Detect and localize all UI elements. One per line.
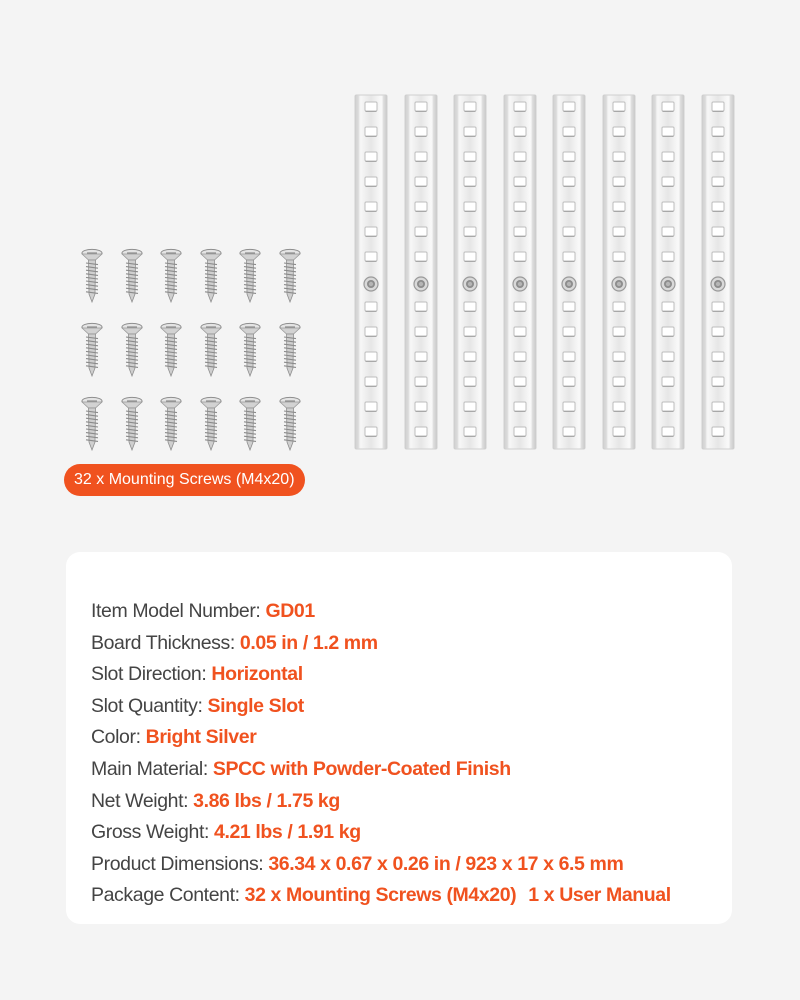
shelf-rail-set bbox=[350, 94, 750, 454]
screw bbox=[236, 322, 264, 378]
spec-value-secondary: 1 x User Manual bbox=[528, 884, 671, 907]
spec-value: 0.05 in / 1.2 mm bbox=[239, 631, 378, 654]
shelf-rail bbox=[404, 94, 438, 450]
shelf-rail bbox=[453, 94, 487, 450]
screw bbox=[236, 396, 264, 452]
screw bbox=[157, 248, 185, 304]
spec-value: Bright Silver bbox=[145, 726, 257, 749]
spec-row-slot-direction bbox=[91, 659, 671, 691]
spec-row-net-weight bbox=[91, 786, 671, 818]
screw bbox=[236, 248, 264, 304]
screw-set bbox=[78, 248, 318, 458]
spec-value: Single Slot bbox=[207, 694, 304, 717]
shelf-rail bbox=[503, 94, 537, 450]
shelf-rail bbox=[602, 94, 636, 450]
spec-label: Color: bbox=[91, 726, 146, 749]
spec-row-package-content bbox=[91, 880, 671, 912]
shelf-rail bbox=[701, 94, 735, 450]
screw bbox=[157, 322, 185, 378]
screw bbox=[276, 248, 304, 304]
spec-label: Slot Quantity: bbox=[91, 694, 208, 717]
spec-label: Slot Direction: bbox=[91, 663, 212, 686]
spec-label: Gross Weight: bbox=[91, 821, 214, 844]
spec-label: Package Content: bbox=[91, 884, 245, 907]
screw bbox=[78, 396, 106, 452]
specifications-card bbox=[66, 552, 732, 924]
spec-row-color bbox=[91, 722, 671, 754]
spec-value: Horizontal bbox=[211, 663, 303, 686]
screw bbox=[276, 396, 304, 452]
spec-value: 32 x Mounting Screws (M4x20) bbox=[244, 884, 517, 907]
spec-row-material bbox=[91, 754, 671, 786]
screw bbox=[157, 396, 185, 452]
spec-label: Net Weight: bbox=[91, 789, 194, 812]
screw bbox=[197, 322, 225, 378]
screw bbox=[118, 396, 146, 452]
spec-value: GD01 bbox=[265, 600, 315, 622]
spec-label: Item Model Number: bbox=[91, 600, 266, 622]
spec-row-slot-quantity bbox=[91, 691, 671, 723]
screw bbox=[118, 248, 146, 304]
screw bbox=[197, 248, 225, 304]
spec-value: 4.21 lbs / 1.91 kg bbox=[214, 821, 361, 844]
screw-count-badge: 32 x Mounting Screws (M4x20) bbox=[64, 464, 305, 496]
screw bbox=[197, 396, 225, 452]
spec-row-model bbox=[91, 596, 671, 628]
spec-row-thickness bbox=[91, 628, 671, 660]
shelf-rail bbox=[552, 94, 586, 450]
screw bbox=[276, 322, 304, 378]
shelf-rail bbox=[354, 94, 388, 450]
spec-value: SPCC with Powder-Coated Finish bbox=[212, 757, 511, 780]
spec-label: Main Material: bbox=[91, 757, 213, 780]
spec-value: 3.86 lbs / 1.75 kg bbox=[193, 789, 340, 812]
screw bbox=[118, 322, 146, 378]
spec-row-dimensions bbox=[91, 849, 671, 881]
spec-value: 36.34 x 0.67 x 0.26 in / 923 x 17 x 6.5 mm bbox=[268, 852, 624, 875]
screw bbox=[78, 322, 106, 378]
screw bbox=[78, 248, 106, 304]
spec-label: Product Dimensions: bbox=[91, 852, 269, 875]
spec-list bbox=[91, 596, 671, 912]
spec-label: Board Thickness: bbox=[91, 631, 240, 654]
spec-row-gross-weight bbox=[91, 817, 671, 849]
shelf-rail bbox=[651, 94, 685, 450]
